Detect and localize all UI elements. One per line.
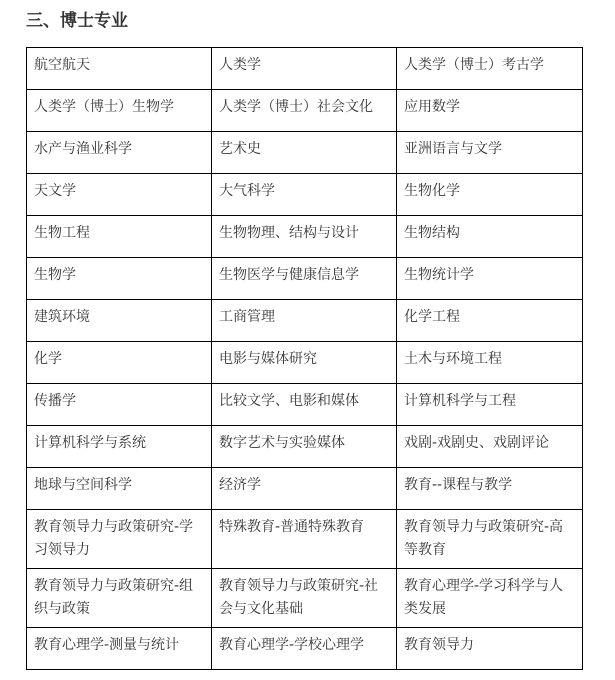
table-cell: 教育领导力与政策研究-高等教育 [397,510,583,569]
table-cell: 地球与空间科学 [27,468,212,510]
table-cell: 天文学 [27,174,212,216]
table-cell: 戏剧-戏剧史、戏剧评论 [397,426,583,468]
table-cell: 艺术史 [212,132,397,174]
table-cell: 应用数学 [397,90,583,132]
table-row [27,48,583,90]
table-cell: 教育领导力与政策研究-社会与文化基础 [212,569,397,628]
table-cell: 生物学 [27,258,212,300]
table-cell: 教育心理学-学校心理学 [212,628,397,670]
table-cell: 土木与环境工程 [397,342,583,384]
table-row [27,258,583,300]
table-cell: 生物化学 [397,174,583,216]
doctoral-majors-table-container [26,47,583,670]
table-cell: 建筑环境 [27,300,212,342]
doctoral-majors-table [26,47,583,670]
table-cell: 计算机科学与系统 [27,426,212,468]
table-cell: 亚洲语言与文学 [397,132,583,174]
table-cell: 教育领导力 [397,628,583,670]
table-cell: 特殊教育-普通特殊教育 [212,510,397,569]
table-cell: 生物统计学 [397,258,583,300]
table-cell: 化学 [27,342,212,384]
table-cell: 航空航天 [27,48,212,90]
table-cell: 电影与媒体研究 [212,342,397,384]
table-cell: 人类学（博士）生物学 [27,90,212,132]
table-cell: 工商管理 [212,300,397,342]
table-row [27,216,583,258]
table-cell: 数字艺术与实验媒体 [212,426,397,468]
table-cell: 化学工程 [397,300,583,342]
table-cell: 生物物理、结构与设计 [212,216,397,258]
table-row [27,174,583,216]
table-row [27,628,583,670]
table-cell: 水产与渔业科学 [27,132,212,174]
table-row [27,132,583,174]
table-cell: 教育--课程与教学 [397,468,583,510]
table-cell: 人类学（博士）社会文化 [212,90,397,132]
table-cell: 人类学（博士）考古学 [397,48,583,90]
table-cell: 生物医学与健康信息学 [212,258,397,300]
table-row [27,510,583,569]
table-cell: 传播学 [27,384,212,426]
table-row [27,384,583,426]
table-row [27,90,583,132]
table-cell: 比较文学、电影和媒体 [212,384,397,426]
section-title: 三、博士专业 [26,11,128,31]
table-cell: 人类学 [212,48,397,90]
table-cell: 计算机科学与工程 [397,384,583,426]
table-row [27,426,583,468]
table-row [27,569,583,628]
table-cell: 教育领导力与政策研究-组织与政策 [27,569,212,628]
table-cell: 经济学 [212,468,397,510]
table-row [27,468,583,510]
table-cell: 教育心理学-测量与统计 [27,628,212,670]
table-cell: 教育心理学-学习科学与人类发展 [397,569,583,628]
table-cell: 教育领导力与政策研究-学习领导力 [27,510,212,569]
table-row [27,300,583,342]
table-cell: 大气科学 [212,174,397,216]
table-cell: 生物结构 [397,216,583,258]
table-row [27,342,583,384]
table-cell: 生物工程 [27,216,212,258]
